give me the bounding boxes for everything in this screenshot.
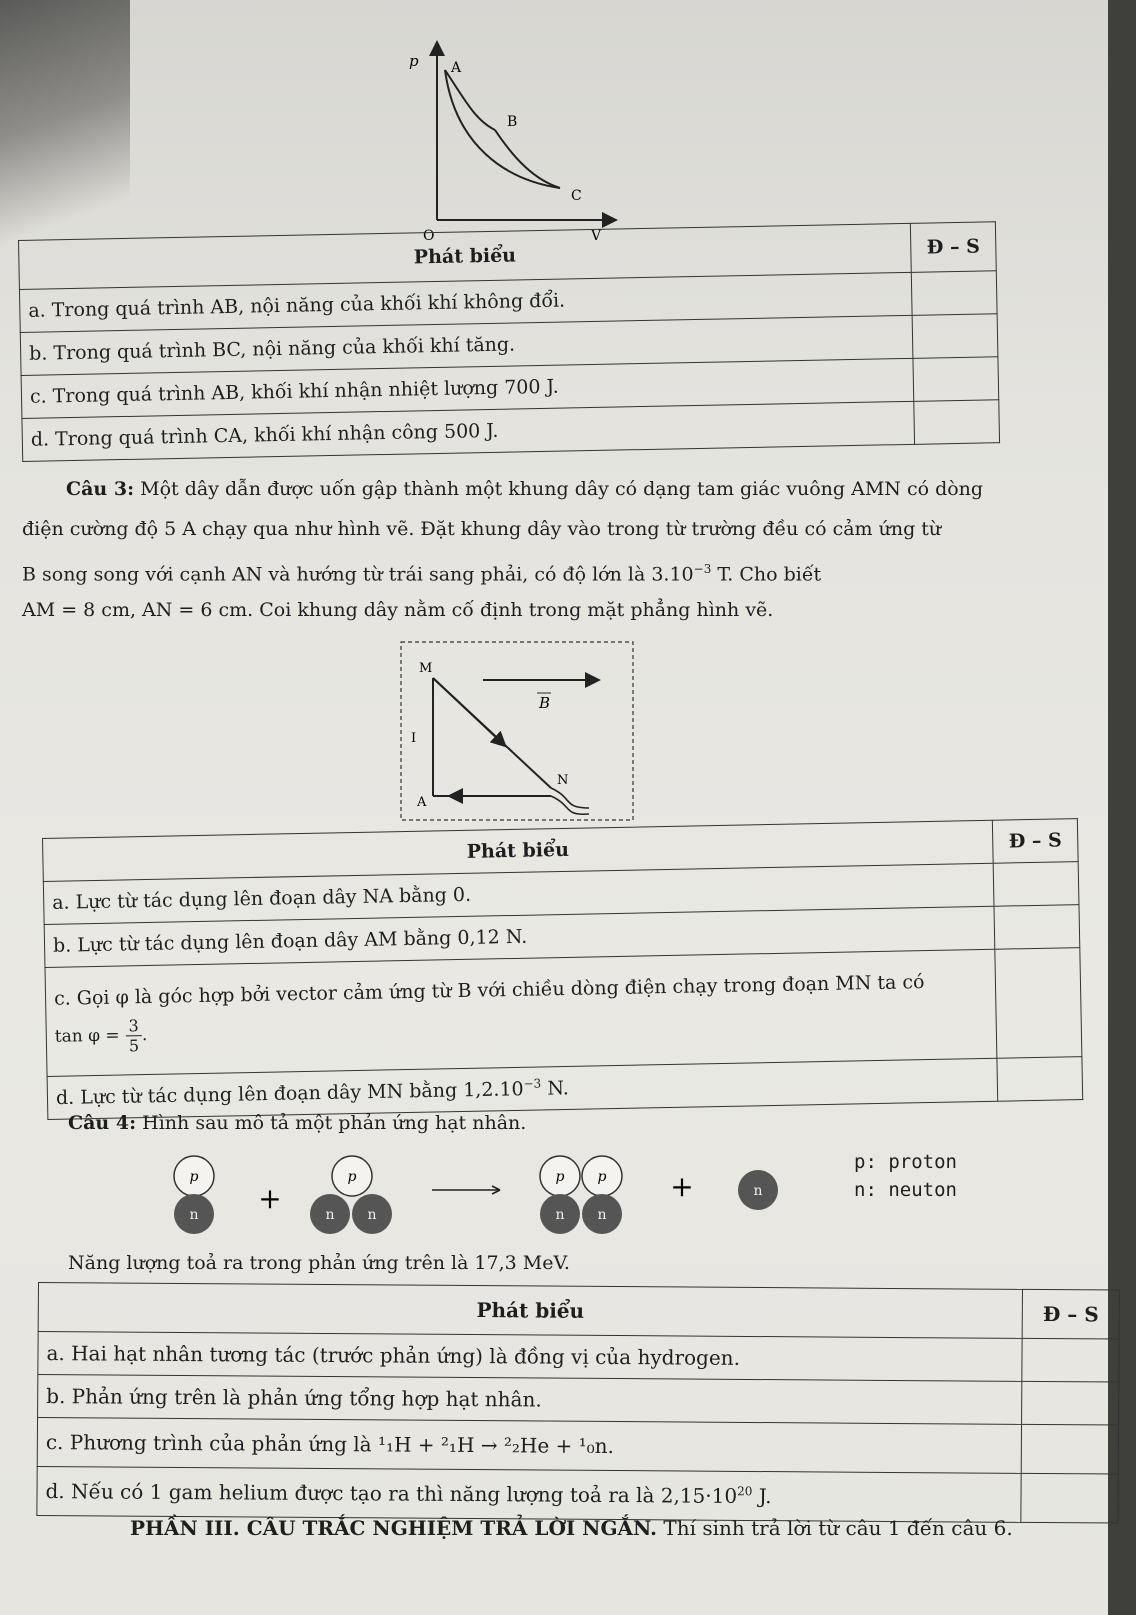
legend-neutron: n: neuton xyxy=(854,1179,957,1201)
answer-cell[interactable] xyxy=(911,271,997,316)
tan-numerator: 3 xyxy=(125,1016,142,1036)
question-3-line-3-end: T. Cho biết xyxy=(711,563,822,586)
question-4-text: Hình sau mô tả một phản ứng hạt nhân. xyxy=(142,1112,527,1134)
table-2-row-c-text: c. Gọi φ là góc hợp bởi vector cảm ứng từ B với chiều dòng điện chạy trong đoạn MN ta có xyxy=(53,970,925,1010)
nuclear-reaction-diagram xyxy=(160,1150,800,1240)
table-3-answer-header: Đ – S xyxy=(1022,1289,1119,1339)
table-3-row-b: b. Phản ứng trên là phản ứng tổng hợp hạt nhân. xyxy=(38,1375,1022,1425)
table-3-row-d xyxy=(37,1466,1021,1522)
answer-cell[interactable] xyxy=(1022,1338,1119,1382)
table-2-row-a: a. Lực từ tác dụng lên đoạn dây NA bằng 0. xyxy=(43,863,994,924)
plus-1: + xyxy=(258,1182,282,1215)
table-2 xyxy=(42,818,1083,1120)
label-n: N xyxy=(557,773,569,788)
lead-wires xyxy=(551,788,589,814)
table-3-row-d-exp: 20 xyxy=(737,1484,753,1499)
answer-cell[interactable] xyxy=(1021,1424,1118,1474)
answer-cell[interactable] xyxy=(997,1057,1083,1102)
tan-label: tan φ = xyxy=(54,1025,120,1047)
current-arrow-mn xyxy=(433,678,501,742)
label-b-vector: B xyxy=(539,694,551,712)
background-shadow xyxy=(0,0,130,260)
neutron-1-label: n xyxy=(189,1207,199,1223)
proton-3-label: p xyxy=(555,1169,565,1185)
table-1-row-a: a. Trong quá trình AB, nội năng của khối khí không đổi. xyxy=(19,272,912,332)
table-2-row-c: c. Gọi φ là góc hợp bởi vector cảm ứng từ B với chiều dòng điện chạy trong đoạn MN ta có tan φ = $\frac{3}{5}$ . xyxy=(45,949,997,1076)
table-1-answer-header: Đ – S xyxy=(910,222,996,273)
answer-cell[interactable] xyxy=(913,357,999,402)
neutron-5-label: n xyxy=(597,1207,607,1223)
proton-1-label: p xyxy=(189,1169,199,1185)
question-3-text xyxy=(22,474,1002,625)
point-b-label: B xyxy=(507,114,518,130)
answer-cell[interactable] xyxy=(1021,1473,1118,1523)
table-2-answer-header: Đ – S xyxy=(992,819,1078,864)
neutron-4-label: n xyxy=(555,1207,565,1223)
figure-frame xyxy=(401,642,633,820)
energy-statement: Năng lượng toả ra trong phản ứng trên là 17,3 MeV. xyxy=(68,1252,570,1274)
table-3-row-c: c. Phương trình của phản ứng là ¹₁H + ²₁H → ²₂He + ¹₀n. xyxy=(37,1418,1021,1474)
neutron-2-label: n xyxy=(325,1207,335,1223)
question-3-exponent: −3 xyxy=(693,562,712,576)
table-2-row-d-text: d. Lực từ tác dụng lên đoạn dây MN bằng 1,2.10 xyxy=(55,1078,524,1110)
triangle-figure xyxy=(393,638,643,826)
proton-4-label: p xyxy=(597,1169,607,1185)
table-2-row-d-unit: N. xyxy=(541,1077,570,1101)
neutron-6-label: n xyxy=(753,1183,763,1199)
table-2-header: Phát biểu xyxy=(43,820,994,881)
section-3-instruction: Thí sinh trả lời từ câu 1 đến câu 6. xyxy=(657,1516,1013,1540)
curve-ca xyxy=(445,70,560,188)
question-4-heading xyxy=(68,1108,526,1138)
question-3-label: Câu 3: xyxy=(66,478,135,500)
table-1-row-d: d. Trong quá trình CA, khối khí nhận công 500 J. xyxy=(22,401,915,461)
p-axis-label: p xyxy=(409,52,419,70)
particle-legend xyxy=(854,1148,957,1204)
question-3-line-2: điện cường độ 5 A chạy qua như hình vẽ. Đặt khung dây vào trong từ trường đều có cảm ứng từ xyxy=(22,518,942,540)
pv-diagram xyxy=(395,40,625,245)
table-1-row-b: b. Trong quá trình BC, nội năng của khối khí tăng. xyxy=(20,315,913,375)
answer-cell[interactable] xyxy=(994,905,1080,950)
plus-2: + xyxy=(670,1170,694,1203)
tan-denominator: 5 xyxy=(128,1035,140,1055)
table-1-row-c: c. Trong quá trình AB, khối khí nhận nhiệt lượng 700 J. xyxy=(21,358,914,418)
table-3-row-d-unit: J. xyxy=(752,1483,772,1509)
table-3-header: Phát biểu xyxy=(38,1283,1022,1339)
table-3 xyxy=(36,1282,1120,1524)
origin-label: O xyxy=(423,228,435,244)
label-i: I xyxy=(411,731,417,746)
answer-cell[interactable] xyxy=(995,948,1082,1059)
point-a-label: A xyxy=(451,60,462,76)
legend-proton: p: proton xyxy=(854,1151,957,1173)
table-2-row-d-exp: −3 xyxy=(523,1076,542,1092)
table-1 xyxy=(18,221,1000,462)
question-3-line-1: Một dây dẫn được uốn gập thành một khung dây có dạng tam giác vuông AMN có dòng xyxy=(140,478,984,500)
question-4-label: Câu 4: xyxy=(68,1112,137,1134)
section-3-title xyxy=(130,1516,1013,1540)
proton-2-label: p xyxy=(347,1169,357,1185)
table-3-row-d-text: d. Nếu có 1 gam helium được tạo ra thì năng lượng toả ra là 2,15·10 xyxy=(45,1479,738,1508)
section-3-heading: PHẦN III. CÂU TRẮC NGHIỆM TRẢ LỜI NGẮN. xyxy=(130,1516,658,1540)
answer-cell[interactable] xyxy=(912,314,998,359)
question-3-line-3: B song song với cạnh AN và hướng từ trái sang phải, có độ lớn là 3.10 xyxy=(22,563,694,586)
question-3-line-4: AM = 8 cm, AN = 6 cm. Coi khung dây nằm cố định trong mặt phẳng hình vẽ. xyxy=(22,599,774,622)
answer-cell[interactable] xyxy=(1022,1381,1119,1425)
table-3-row-a: a. Hai hạt nhân tương tác (trước phản ứng) là đồng vị của hydrogen. xyxy=(38,1332,1022,1382)
label-m: M xyxy=(419,661,433,676)
table-1-header: Phát biểu xyxy=(19,223,912,289)
answer-cell[interactable] xyxy=(993,862,1079,907)
point-c-label: C xyxy=(571,188,582,204)
label-a: A xyxy=(417,795,427,810)
v-axis-label: V xyxy=(591,228,602,244)
answer-cell[interactable] xyxy=(914,400,1000,445)
table-2-row-b: b. Lực từ tác dụng lên đoạn dây AM bằng 0,12 N. xyxy=(44,906,995,967)
neutron-3-label: n xyxy=(367,1207,377,1223)
